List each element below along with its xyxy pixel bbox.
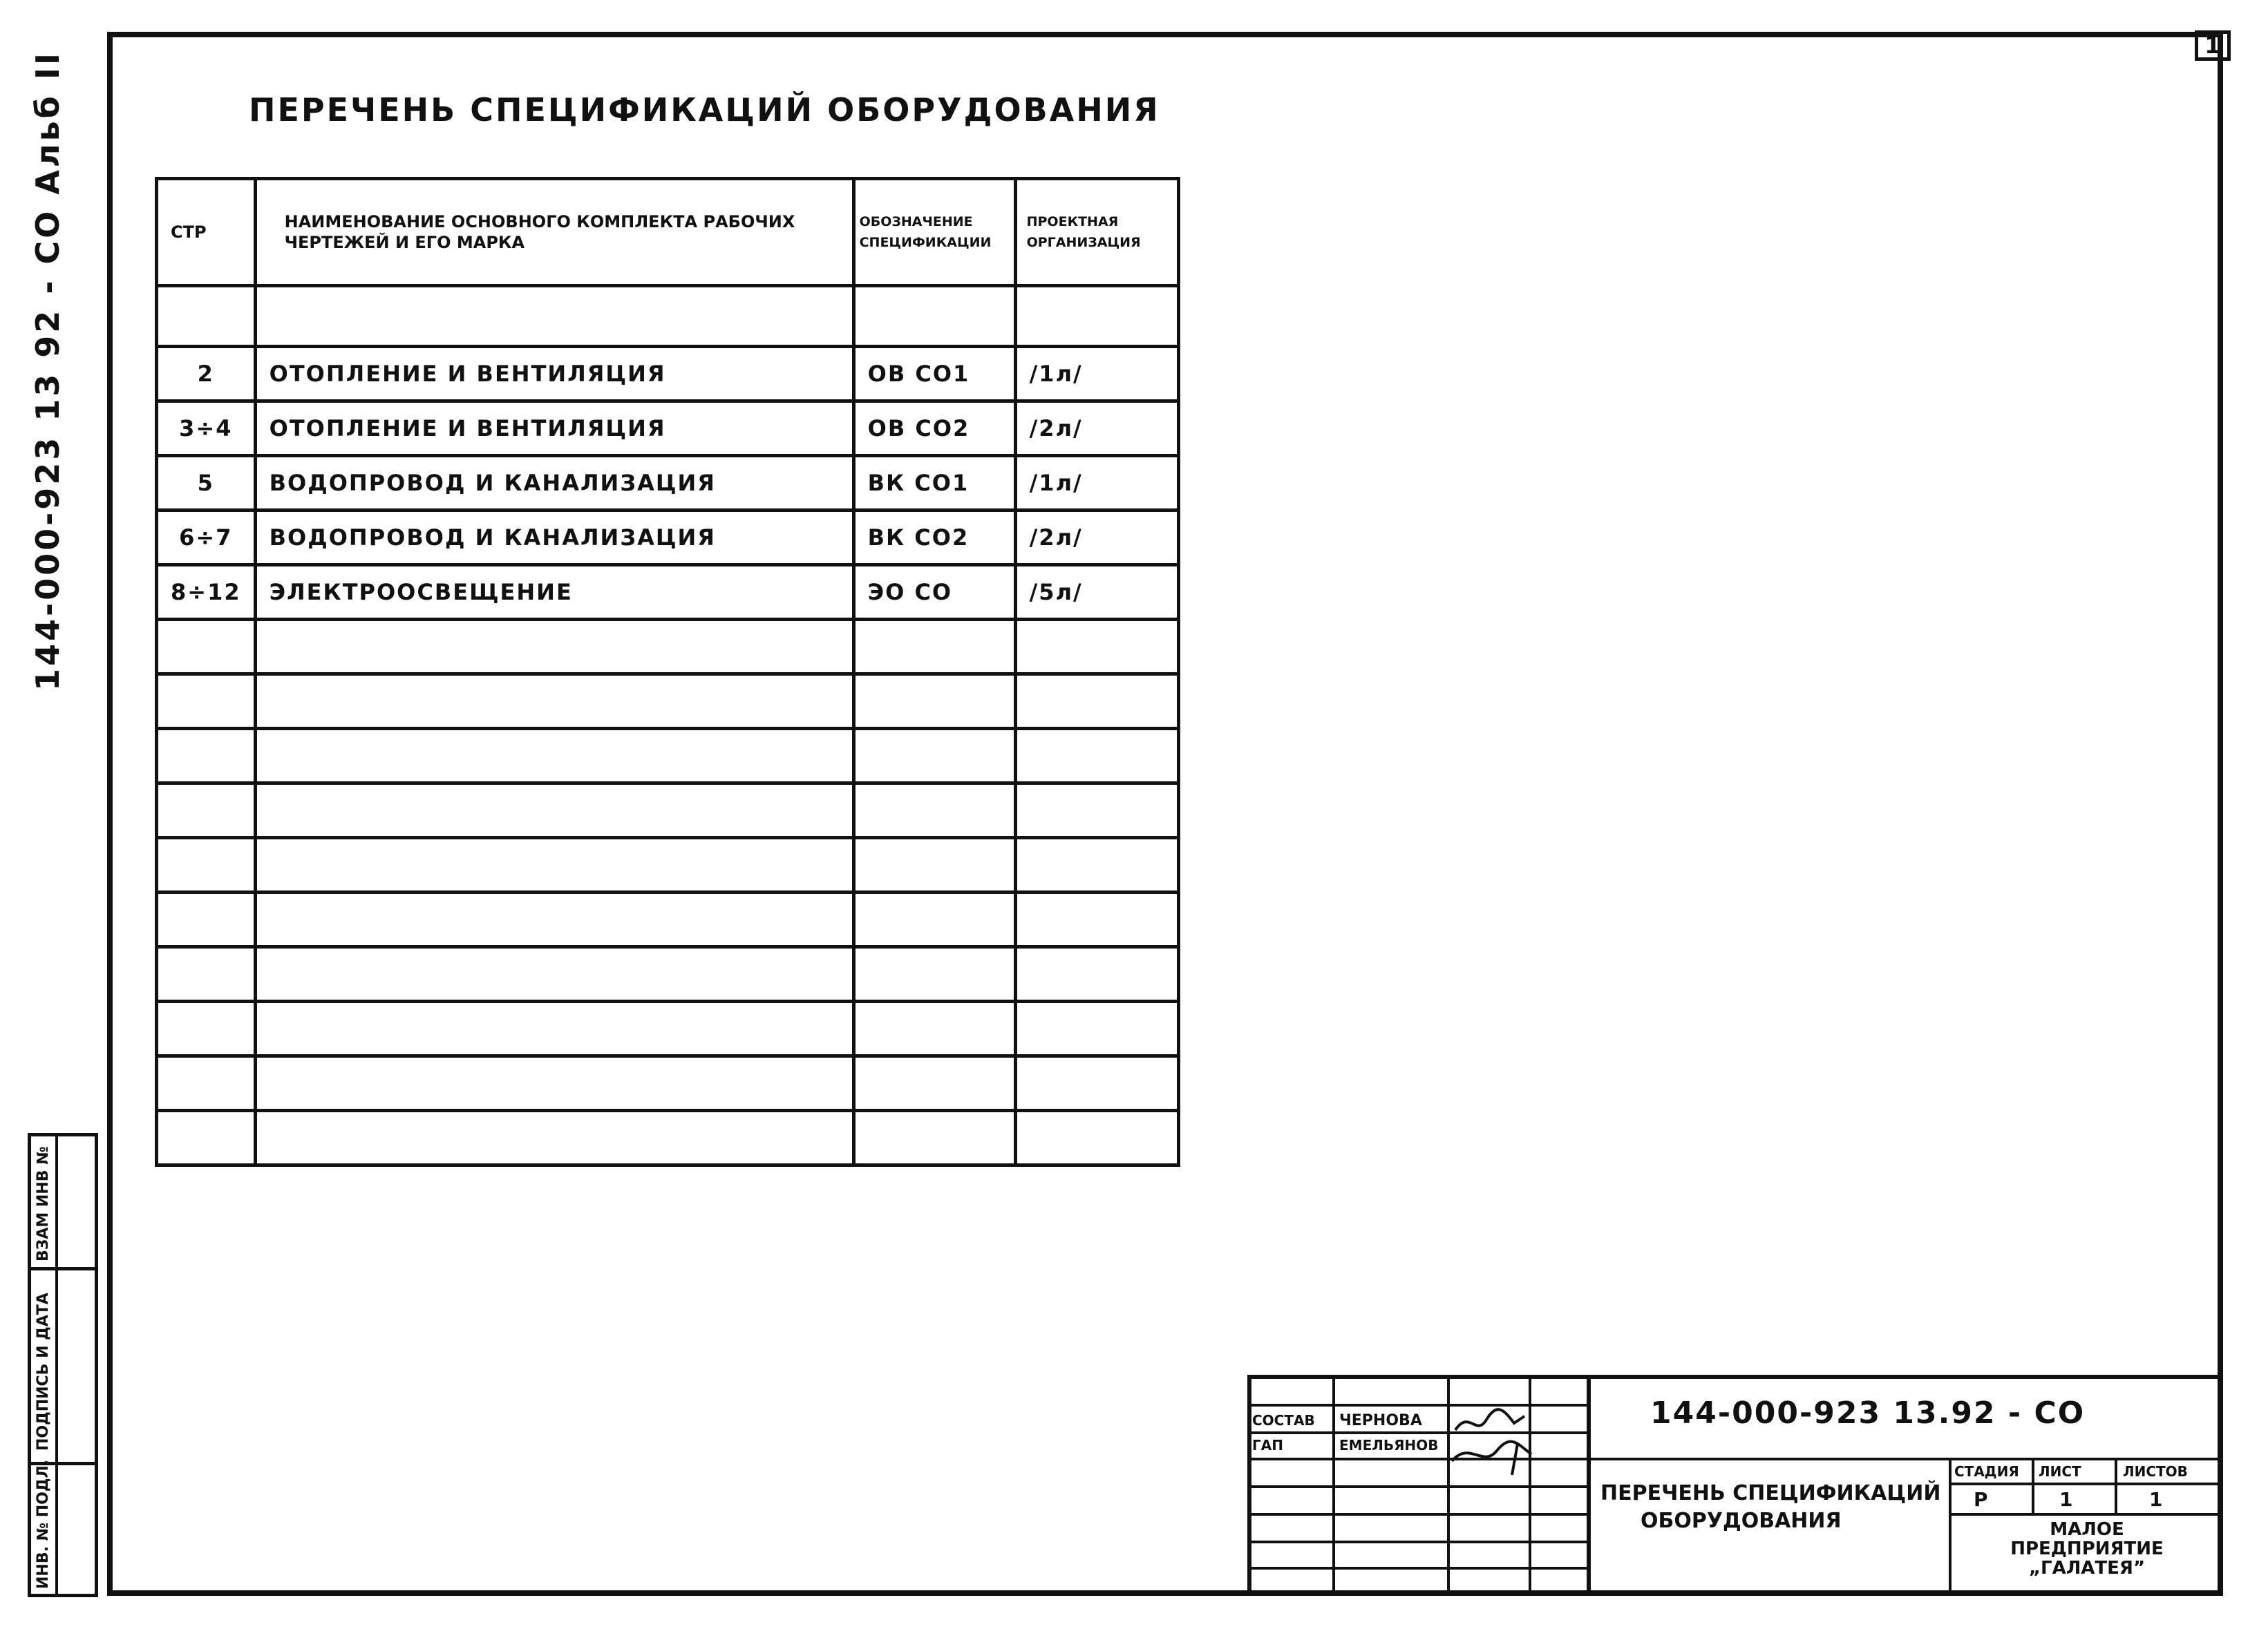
tb-line bbox=[1247, 1567, 1589, 1570]
tb-name-line2: ОБОРУДОВАНИЯ bbox=[1641, 1509, 1842, 1533]
row-org: /1л/ bbox=[1015, 456, 1178, 511]
tb-line bbox=[1949, 1458, 1952, 1596]
tb-org-line2: ПРЕДПРИЯТИЕ bbox=[2010, 1538, 2164, 1559]
row-name: ЭЛЕКТРООСВЕЩЕНИЕ bbox=[255, 565, 853, 620]
table-row-empty bbox=[157, 783, 1179, 838]
header-name bbox=[255, 179, 853, 286]
row-page: 2 bbox=[157, 347, 256, 401]
header-organization bbox=[1015, 179, 1178, 286]
table-row-empty bbox=[157, 1056, 1179, 1111]
row-designation: ОВ СО2 bbox=[853, 401, 1015, 456]
tb-person2: ЕМЕЛЬЯНОВ bbox=[1339, 1437, 1439, 1454]
stamp-label-signature: ПОДПИСЬ И ДАТА bbox=[35, 1293, 52, 1451]
row-designation: ВК СО1 bbox=[853, 456, 1015, 511]
row-page: 5 bbox=[157, 456, 256, 511]
row-page: 3÷4 bbox=[157, 401, 256, 456]
page-number: 1 bbox=[2195, 30, 2231, 61]
tb-line bbox=[1247, 1485, 1589, 1488]
row-name: ОТОПЛЕНИЕ И ВЕНТИЛЯЦИЯ bbox=[255, 347, 853, 401]
row-name: ОТОПЛЕНИЕ И ВЕНТИЛЯЦИЯ bbox=[255, 401, 853, 456]
tb-line bbox=[1587, 1458, 2223, 1460]
tb-line bbox=[1949, 1483, 2223, 1485]
specification-table bbox=[155, 177, 1180, 1167]
tb-sheet-label: ЛИСТ bbox=[2039, 1463, 2081, 1480]
tb-org-line1: МАЛОЕ bbox=[2050, 1519, 2124, 1540]
tb-line bbox=[2115, 1458, 2117, 1513]
tb-role2: ГАП bbox=[1252, 1437, 1283, 1454]
table-row bbox=[157, 456, 1179, 511]
tb-line bbox=[1949, 1513, 2223, 1516]
table-row-empty bbox=[157, 893, 1179, 947]
table-row-empty bbox=[157, 620, 1179, 674]
table-row-empty bbox=[157, 286, 1179, 347]
side-document-code: 144-000-923 13 92 - СО Альб II bbox=[29, 50, 66, 691]
table-row bbox=[157, 511, 1179, 565]
row-org: /1л/ bbox=[1015, 347, 1178, 401]
row-designation: ОВ СО1 bbox=[853, 347, 1015, 401]
row-name: ВОДОПРОВОД И КАНАЛИЗАЦИЯ bbox=[255, 511, 853, 565]
tb-role1: СОСТАВ bbox=[1252, 1412, 1315, 1429]
row-designation: ЭО СО bbox=[853, 565, 1015, 620]
table-row-empty bbox=[157, 838, 1179, 893]
header-organization-text: ПРОЕКТНАЯ ОРГАНИЗАЦИЯ bbox=[1026, 214, 1141, 250]
tb-line bbox=[1247, 1513, 1589, 1516]
stamp-label-vzam: ВЗАМ ИНВ № bbox=[35, 1146, 52, 1261]
tb-line bbox=[2032, 1458, 2034, 1513]
table-row bbox=[157, 565, 1179, 620]
tb-name-line1: ПЕРЕЧЕНЬ СПЕЦИФИКАЦИЙ bbox=[1600, 1481, 1941, 1505]
table-row-empty bbox=[157, 1111, 1179, 1165]
tb-document-name bbox=[1600, 1480, 1940, 1535]
tb-line bbox=[1247, 1541, 1589, 1543]
row-designation: ВК СО2 bbox=[853, 511, 1015, 565]
row-page: 8÷12 bbox=[157, 565, 256, 620]
table-row-empty bbox=[157, 674, 1179, 729]
tb-organization bbox=[1956, 1520, 2218, 1578]
header-designation bbox=[853, 179, 1015, 286]
header-name-text: НАИМЕНОВАНИЕ ОСНОВНОГО КОМПЛЕКТА РАБОЧИХ ЧЕРТЕЖЕЙ И ЕГО МАРКА bbox=[284, 212, 795, 252]
tb-document-code: 144-000-923 13.92 - СО bbox=[1650, 1395, 2086, 1431]
tb-org-line3: „ГАЛАТЕЯ” bbox=[2028, 1558, 2146, 1579]
row-page: 6÷7 bbox=[157, 511, 256, 565]
table-row bbox=[157, 401, 1179, 456]
stamp-label-inv: ИНВ. № ПОДЛ. bbox=[35, 1459, 52, 1589]
table-row bbox=[157, 347, 1179, 401]
tb-sheets: 1 bbox=[2149, 1488, 2163, 1511]
row-name: ВОДОПРОВОД И КАНАЛИЗАЦИЯ bbox=[255, 456, 853, 511]
header-designation-text: ОБОЗНАЧЕНИЕ СПЕЦИФИКАЦИИ bbox=[859, 214, 992, 250]
tb-stage-label: СТАДИЯ bbox=[1954, 1463, 2019, 1480]
row-org: /5л/ bbox=[1015, 565, 1178, 620]
stamp-divider bbox=[55, 1133, 58, 1597]
row-org: /2л/ bbox=[1015, 401, 1178, 456]
header-page: СТР bbox=[157, 179, 256, 286]
table-row-empty bbox=[157, 947, 1179, 1002]
table-row-empty bbox=[157, 1002, 1179, 1056]
page-title: ПЕРЕЧЕНЬ СПЕЦИФИКАЦИЙ ОБОРУДОВАНИЯ bbox=[249, 91, 1160, 128]
tb-sheet: 1 bbox=[2059, 1488, 2073, 1511]
table-row-empty bbox=[157, 729, 1179, 783]
tb-stage: Р bbox=[1974, 1488, 1988, 1511]
table-header-row bbox=[157, 179, 1179, 286]
row-org: /2л/ bbox=[1015, 511, 1178, 565]
tb-sheets-label: ЛИСТОВ bbox=[2123, 1463, 2188, 1480]
signature-graphic bbox=[1448, 1402, 1538, 1478]
tb-person1: ЧЕРНОВА bbox=[1339, 1412, 1422, 1429]
